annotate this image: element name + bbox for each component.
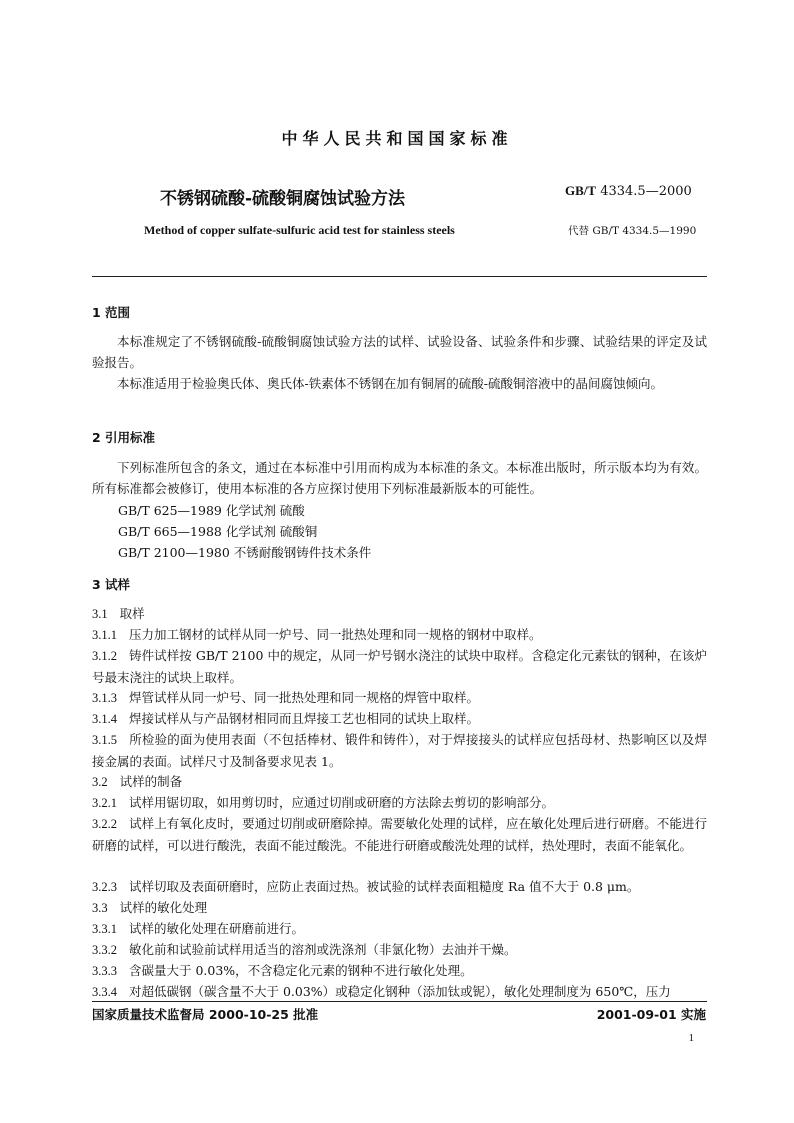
- clause-number: 3.2.1: [92, 796, 117, 810]
- reference-item: GB/T 665—1988 化学试剂 硫酸铜: [118, 524, 318, 539]
- clause-text: 试样上有氧化皮时，要通过切削或研磨除掉。需要敏化处理的试样，应在敏化处理后进行研磨。不能进行研磨的试样，可以进行酸洗，表面不能过酸洗。不能进行研磨或酸洗处理的试样，热处理时，表面不能氧化。: [92, 816, 707, 853]
- clause-number: 3.3: [92, 901, 108, 915]
- page-number: 1: [688, 1032, 694, 1044]
- section-1-paragraph-1: 本标准规定了不锈钢硫酸-硫酸铜腐蚀试验方法的试样、试验设备、试验条件和步骤、试验结果的评定及试验报告。: [92, 334, 707, 370]
- clause-number: 3.1.5: [92, 733, 117, 747]
- clause-text: 试样的敏化处理在研磨前进行。: [129, 921, 305, 936]
- clause-number: 3.2.3: [92, 880, 117, 894]
- clause-text: 试样的制备: [119, 774, 183, 789]
- clause-number: 3.3.4: [92, 985, 117, 999]
- clause-number: 3.2: [92, 775, 108, 789]
- clause: [92, 981, 707, 1003]
- clause-number: 3.1.3: [92, 691, 117, 705]
- clause: [92, 687, 707, 709]
- section-2-heading: 2 引用标准: [92, 430, 156, 445]
- section-1-paragraph-2: 本标准适用于检验奥氏体、奥氏体-铁素体不锈钢在加有铜屑的硫酸-硫酸铜溶液中的晶间腐蚀倾向。: [117, 376, 663, 391]
- clause-text: 铸件试样按 GB/T 2100 中的规定，从同一炉号钢水浇注的试块中取样。含稳定化元素钛的钢种，在该炉号最末浇注的试块上取样。: [92, 648, 707, 685]
- clause: [92, 897, 707, 919]
- clause-number: 3.3.2: [92, 943, 117, 957]
- section-3-heading: 3 试样: [92, 577, 131, 592]
- clause-text: 试样的敏化处理: [119, 900, 208, 915]
- clause-text: 含碳量大于 0.03%，不含稳定化元素的钢种不进行敏化处理。: [129, 963, 473, 978]
- clause-text: 焊管试样从同一炉号、同一批热处理和同一规格的焊管中取样。: [129, 690, 480, 705]
- clause-text: 试样用锯切取，如用剪切时，应通过切削或研磨的方法除去剪切的影响部分。: [129, 795, 555, 810]
- country-standard-title: 中华人民共和国国家标准: [281, 129, 513, 148]
- standard-number-value: 4334.5—2000: [596, 184, 692, 199]
- clause-text: 对超低碳钢（碳含量不大于 0.03%）或稳定化钢种（添加钛或铌），敏化处理制度为 650℃，压力: [129, 984, 671, 999]
- clause: [92, 939, 707, 961]
- clause: [92, 603, 707, 625]
- clause-number: 3.1: [92, 607, 108, 621]
- clause: [92, 645, 707, 688]
- clause-number: 3.3.1: [92, 922, 117, 936]
- clause: [92, 624, 707, 646]
- clause: [92, 708, 707, 730]
- clause-text: 试样切取及表面研磨时，应防止表面过热。被试验的试样表面粗糙度 Ra 值不大于 0.8 μm。: [129, 879, 640, 894]
- document-title-english: Method of copper sulfate-sulfuric acid test for stainless steels: [144, 223, 455, 237]
- section-2-paragraph: 下列标准所包含的条文，通过在本标准中引用而构成为本标准的条文。本标准出版时，所示版本均为有效。所有标准都会被修订，使用本标准的各方应探讨使用下列标准最新版本的可能性。: [92, 460, 707, 496]
- footer-divider: [92, 1001, 707, 1002]
- clause-text: 敏化前和试验前试样用适当的溶剂或洗涤剂（非氯化物）去油并干燥。: [129, 942, 517, 957]
- clause: [92, 771, 707, 793]
- clause-text: 取样: [119, 606, 145, 621]
- clause-text: 焊接试样从与产品钢材相同而且焊接工艺也相同的试块上取样。: [129, 711, 480, 726]
- clause: [92, 813, 707, 856]
- approval-date: 国家质量技术监督局 2000-10-25 批准: [92, 1007, 319, 1022]
- clause-number: 3.1.4: [92, 712, 117, 726]
- replaces-standard: 代替 GB/T 4334.5—1990: [568, 225, 697, 237]
- clause-number: 3.1.1: [92, 628, 117, 642]
- clause: [92, 876, 707, 898]
- clause-number: 3.3.3: [92, 964, 117, 978]
- standard-number: [565, 183, 692, 199]
- document-title-chinese: 不锈钢硫酸-硫酸铜腐蚀试验方法: [160, 189, 406, 209]
- reference-item: GB/T 2100—1980 不锈耐酸钢铸件技术条件: [118, 545, 372, 560]
- section-1-heading: 1 范围: [92, 305, 131, 320]
- clause: [92, 918, 707, 940]
- header-divider: [92, 276, 707, 277]
- clause: [92, 729, 707, 772]
- clause-text: 压力加工钢材的试样从同一炉号、同一批热处理和同一规格的钢材中取样。: [129, 627, 542, 642]
- clause-number: 3.1.2: [92, 649, 117, 663]
- clause: [92, 792, 707, 814]
- effective-date: 2001-09-01 实施: [596, 1007, 706, 1022]
- reference-item: GB/T 625—1989 化学试剂 硫酸: [118, 503, 305, 518]
- clause-text: 所检验的面为使用表面（不包括棒材、锻件和铸件），对于焊接接头的试样应包括母材、热影响区以及焊接金属的表面。试样尺寸及制备要求见表 1。: [92, 732, 707, 769]
- clause: [92, 960, 707, 982]
- standard-prefix: GB/T: [565, 183, 597, 198]
- clause-number: 3.2.2: [92, 817, 117, 831]
